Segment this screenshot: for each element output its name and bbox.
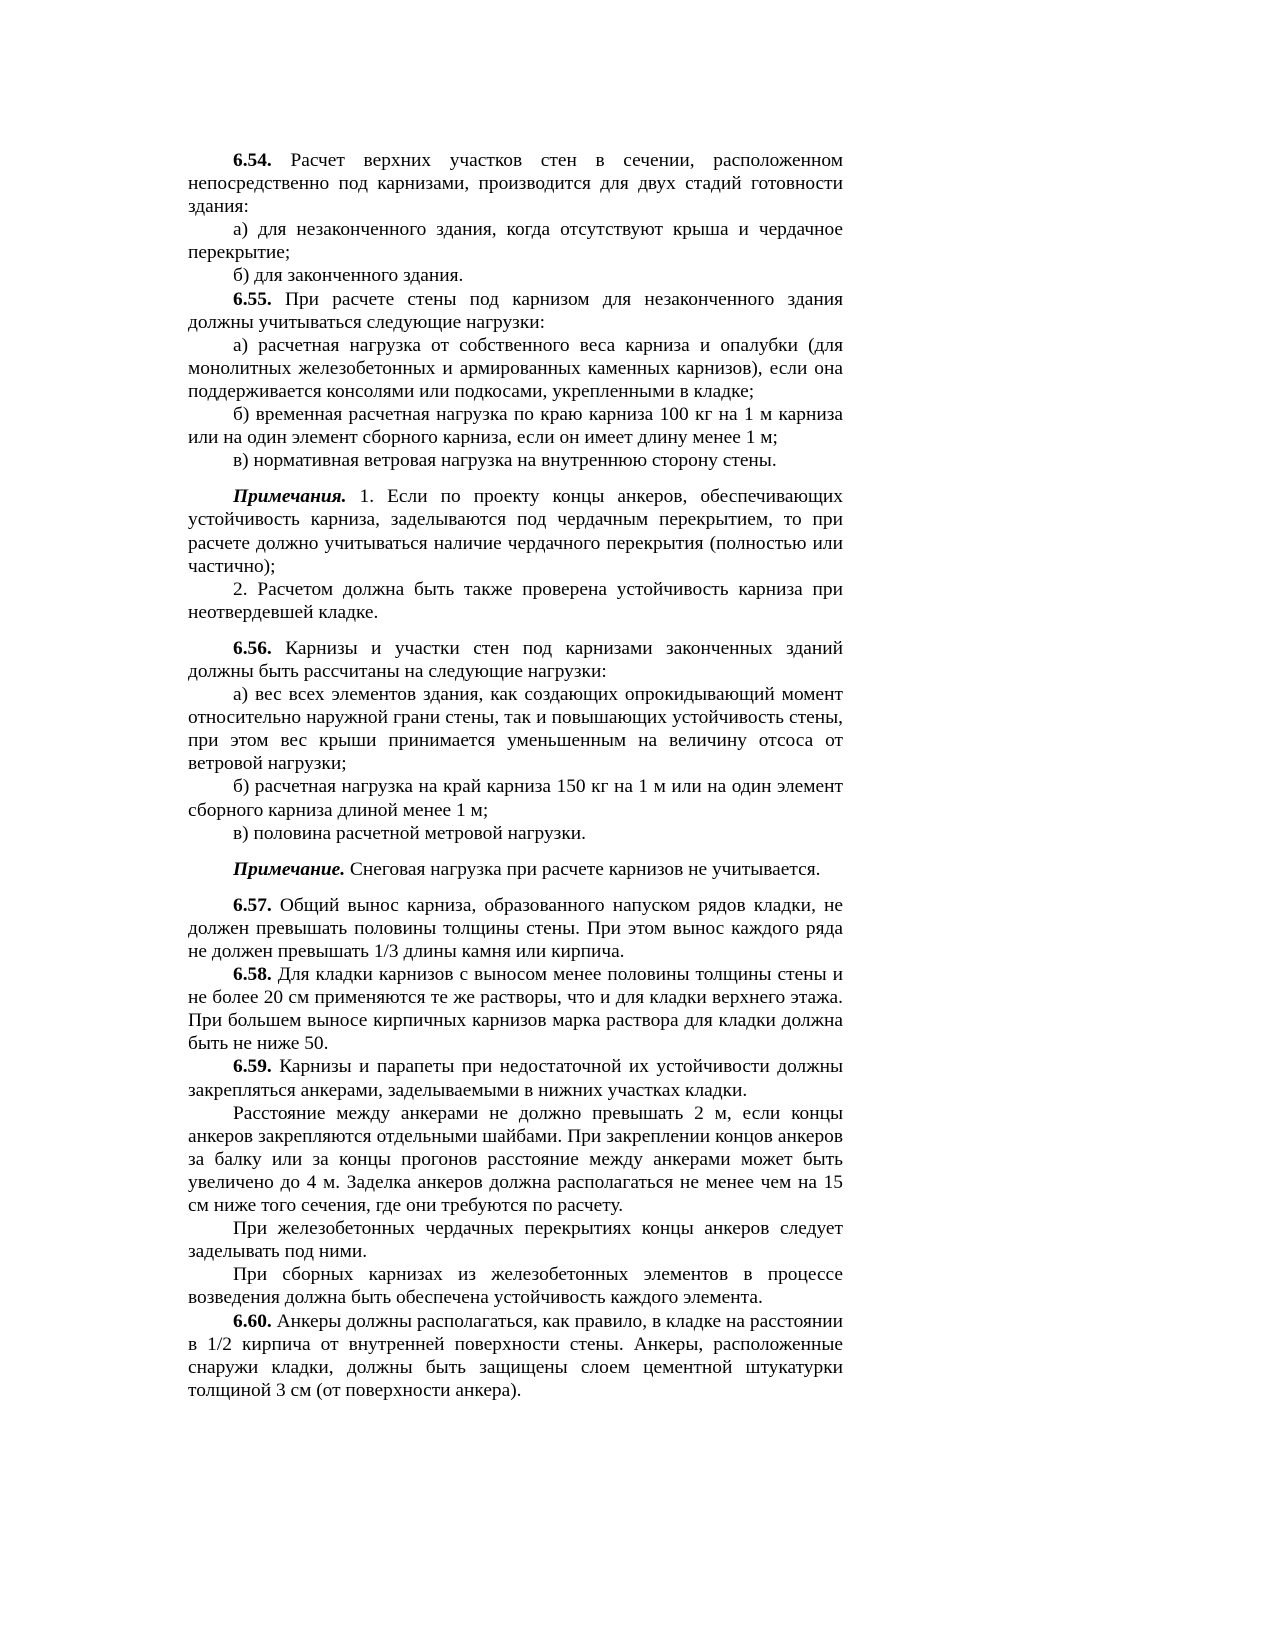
paragraph-6-60	[188, 1310, 843, 1402]
paragraph-text: в) нормативная ветровая нагрузка на внутреннюю сторону стены.	[233, 450, 777, 472]
document-page	[188, 149, 843, 1402]
paragraph-text: в) половина расчетной метровой нагрузки.	[233, 822, 586, 844]
list-item	[188, 334, 843, 403]
note-label: Примечание.	[233, 858, 346, 880]
list-item	[188, 264, 843, 287]
paragraph-text: Для кладки карнизов с выносом менее половины толщины стены и не более 20 см применяются те же растворы, что и для кладки верхнего этажа. При большем выносе кирпичных карнизов марка раствора для кладки должна быть не ниже 50.	[188, 964, 843, 1055]
note-label: Примечания.	[233, 486, 347, 508]
paragraph-text: Расчет верхних участков стен в сечении, расположенном непосредственно под карнизами, производится для двух стадий готовности здания:	[188, 150, 843, 218]
paragraph-text: б) для законченного здания.	[233, 265, 464, 287]
paragraph-text: а) расчетная нагрузка от собственного веса карниза и опалубки (для монолитных железобетонных и армированных каменных карнизов), если она поддерживается консолями или подкосами, укрепленными в кладке;	[188, 334, 843, 402]
paragraph-text: Снеговая нагрузка при расчете карнизов не учитывается.	[345, 858, 821, 880]
paragraph-text: Карнизы и участки стен под карнизами законченных зданий должны быть рассчитаны на следующие нагрузки:	[188, 637, 843, 682]
paragraph-6-58	[188, 963, 843, 1055]
clause-number: 6.60.	[233, 1310, 272, 1332]
body-paragraph	[188, 1217, 843, 1263]
note-paragraph	[188, 485, 843, 577]
paragraph-text: Расстояние между анкерами не должно превышать 2 м, если концы анкеров закрепляются отдельными шайбами. При закреплении концов анкеров за балку или за концы прогонов расстояние между анкерами может быть увеличено до 4 м. Заделка анкеров должна располагаться не менее чем на 15 см ниже того сечения, где они требуются по расчету.	[188, 1102, 843, 1217]
clause-number: 6.55.	[233, 288, 272, 310]
clause-number: 6.54.	[233, 150, 272, 171]
paragraph-text: Карнизы и парапеты при недостаточной их устойчивости должны закрепляться анкерами, заделываемыми в нижних участках кладки.	[188, 1056, 843, 1101]
body-paragraph	[188, 1102, 843, 1217]
list-item	[188, 683, 843, 775]
paragraph-text: Анкеры должны располагаться, как правило, в кладке на расстоянии в 1/2 кирпича от внутренней поверхности стены. Анкеры, расположенные снаружи кладки, должны быть защищены слоем цементной штукатурки толщиной 3 см (от поверхности анкера).	[188, 1310, 843, 1401]
paragraph-text: а) вес всех элементов здания, как создающих опрокидывающий момент относительно наружной грани стены, так и повышающих устойчивость стены, при этом вес крыши принимается уменьшенным на величину отсоса от ветровой нагрузки;	[188, 684, 843, 775]
list-item	[188, 822, 843, 845]
clause-number: 6.56.	[233, 637, 272, 659]
paragraph-text: а) для незаконченного здания, когда отсутствуют крыша и чердачное перекрытие;	[188, 219, 843, 264]
paragraph-6-59	[188, 1055, 843, 1101]
paragraph-text: Общий вынос карниза, образованного напуском рядов кладки, не должен превышать половины толщины стены. При этом вынос каждого ряда не должен превышать 1/3 длины камня или кирпича.	[188, 894, 843, 962]
paragraph-text: б) временная расчетная нагрузка по краю карниза 100 кг на 1 м карниза или на один элемент сборного карниза, если он имеет длину менее 1 м;	[188, 404, 843, 449]
paragraph-text: 2. Расчетом должна быть также проверена устойчивость карниза при неотвердевшей кладке.	[188, 578, 843, 623]
paragraph-text: б) расчетная нагрузка на край карниза 150 кг на 1 м или на один элемент сборного карниза длиной менее 1 м;	[188, 776, 843, 821]
paragraph-6-56	[188, 637, 843, 683]
list-item	[188, 775, 843, 821]
clause-number: 6.59.	[233, 1056, 272, 1078]
clause-number: 6.58.	[233, 964, 272, 986]
note-paragraph	[188, 578, 843, 624]
list-item	[188, 403, 843, 449]
clause-number: 6.57.	[233, 894, 272, 916]
paragraph-6-55	[188, 288, 843, 334]
paragraph-6-57	[188, 894, 843, 963]
paragraph-text: При железобетонных чердачных перекрытиях концы анкеров следует заделывать под ними.	[188, 1218, 843, 1263]
paragraph-text: При расчете стены под карнизом для незаконченного здания должны учитываться следующие нагрузки:	[188, 288, 843, 333]
paragraph-text: 1. Если по проекту концы анкеров, обеспечивающих устойчивость карниза, заделываются под чердачным перекрытием, то при расчете должно учитываться наличие чердачного перекрытия (полностью или частично);	[188, 486, 843, 577]
list-item	[188, 218, 843, 264]
note-paragraph	[188, 858, 843, 881]
list-item	[188, 449, 843, 472]
paragraph-text: При сборных карнизах из железобетонных элементов в процессе возведения должна быть обеспечена устойчивость каждого элемента.	[188, 1264, 843, 1309]
paragraph-6-54	[188, 149, 843, 218]
body-paragraph	[188, 1263, 843, 1309]
